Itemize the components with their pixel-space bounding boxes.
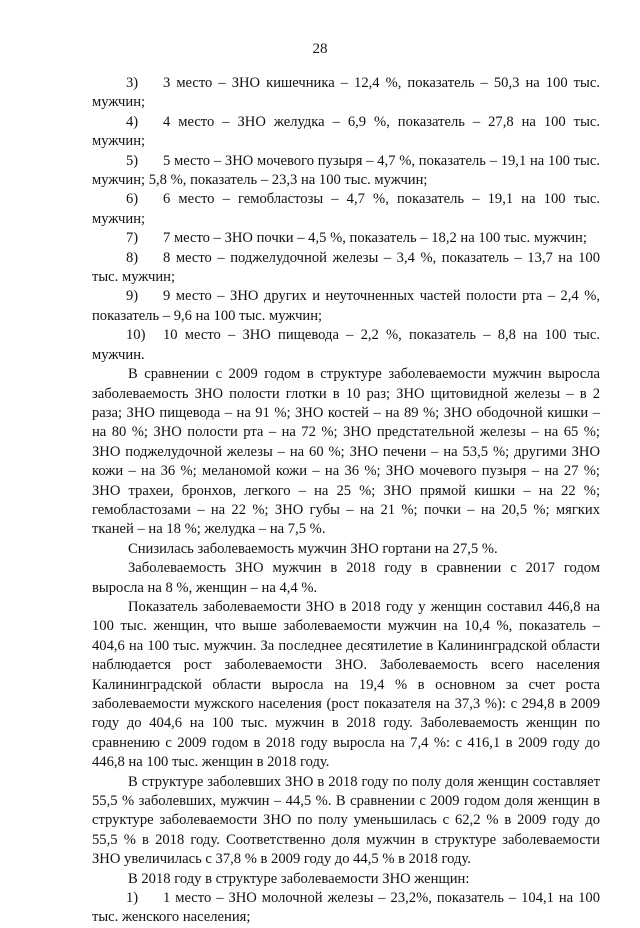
list-item-number: 4)	[126, 113, 139, 130]
paragraph: Показатель заболеваемости ЗНО в 2018 году у женщин составил 446,8 на 100 тыс. женщин, что выше заболеваемости мужчин на 10,4 %, показатель – 404,6 на 100 тыс. мужчин. За последнее десятилетие в Калининградской области наблюдается рост заболеваемости ЗНО. Заболеваемость всего населения Калининградской области выросла на 19,4 % в основном за счет роста заболеваемости мужского населения (рост показателя на 37,3 %): с 294,8 в 2009 году до 404,6 на 100 тыс. мужчин в 2018 году. Заболеваемость женщин по сравнению с 2009 годом в 2018 году выросла на 7,4 %: с 416,1 в 2009 году до 446,8 на 100 тыс. женщин в 2018 году.	[92, 598, 600, 771]
list-item-text: 1 место – ЗНО молочной железы – 23,2%, показатель – 104,1 на 100 тыс. женского населения;	[92, 890, 600, 926]
list-item	[92, 287, 600, 326]
paragraph: В структуре заболевших ЗНО в 2018 году по полу доля женщин составляет 55,5 % заболевших, мужчин – 44,5 %. В сравнении с 2009 годом доля женщин в структуре заболеваемости ЗНО по полу уменьшилась с 62,2 % в 2009 году до 55,5 % в 2018 году. Соответственно доля мужчин в структуре заболеваемости ЗНО увеличилась с 37,8 % в 2009 году до 44,5 % в 2018 году.	[92, 773, 600, 868]
list-item-text: 6 место – гемобластозы – 4,7 %, показатель – 19,1 на 100 тыс. мужчин;	[92, 191, 600, 227]
list-item	[92, 74, 600, 113]
paragraph: Заболеваемость ЗНО мужчин в 2018 году в сравнении с 2017 годом выросла на 8 %, женщин – на 4,4 %.	[92, 560, 600, 596]
list-item-number: 9)	[126, 288, 139, 305]
list-item-number: 1)	[126, 890, 139, 907]
list-item	[92, 249, 600, 288]
paragraph: В 2018 году в структуре заболеваемости ЗНО женщин:	[128, 870, 470, 887]
list-item-text: 8 место – поджелудочной железы – 3,4 %, показатель – 13,7 на 100 тыс. мужчин;	[92, 249, 600, 286]
list-item	[92, 326, 600, 365]
list-item	[92, 113, 600, 152]
paragraph: Снизилась заболеваемость мужчин ЗНО гортани на 27,5 %.	[128, 540, 498, 557]
list-item-text: 7 место – ЗНО почки – 4,5 %, показатель – 18,2 на 100 тыс. мужчин;	[163, 230, 587, 247]
list-item-text: 10 место – ЗНО пищевода – 2,2 %, показатель – 8,8 на 100 тыс. мужчин.	[92, 327, 600, 363]
list-item-number: 8)	[126, 249, 139, 266]
list-item	[92, 229, 600, 248]
list-item-number: 5)	[126, 152, 139, 169]
list-item-text: 9 место – ЗНО других и неуточненных частей полости рта – 2,4 %, показатель – 9,6 на 100 тыс. мужчин;	[92, 288, 600, 324]
list-item-number: 10)	[126, 327, 146, 344]
list-item-number: 3)	[126, 75, 139, 91]
paragraph: В сравнении с 2009 годом в структуре заболеваемости мужчин выросла заболеваемость ЗНО полости глотки в 10 раз; ЗНО щитовидной железы – в 2 раза; ЗНО пищевода – на 91 %; ЗНО костей – на 89 %; ЗНО ободочной кишки – на 80 %; ЗНО полости рта – на 72 %; ЗНО предстательной железы – на 65 %; ЗНО поджелудочной железы – на 60 %; ЗНО печени – на 53,5 %; другими ЗНО кожи – на 36 %; меланомой кожи – на 36 %; ЗНО мочевого пузыря – на 27 %; ЗНО трахеи, бронхов, легкого – на 25 %; ЗНО прямой кишки – на 22 %; гемобластозами – на 22 %; ЗНО губы – на 21 %; почки – на 20,5 %; мягких тканей – на 18 %; желудка – на 7,5 %.	[92, 366, 600, 538]
list-item	[92, 152, 600, 191]
list-item-text: 3 место – ЗНО кишечника – 12,4 %, показатель – 50,3 на 100 тыс. мужчин;	[92, 75, 600, 111]
list-item	[92, 190, 600, 229]
list-item-number: 6)	[126, 191, 139, 208]
document-body	[92, 74, 600, 928]
page-number: 28	[312, 41, 328, 57]
list-item	[92, 889, 600, 928]
list-item-text: 4 место – ЗНО желудка – 6,9 %, показатель – 27,8 на 100 тыс. мужчин;	[92, 113, 600, 150]
list-item-text: 5 место – ЗНО мочевого пузыря – 4,7 %, показатель – 19,1 на 100 тыс. мужчин; 5,8 %, показатель – 23,3 на 100 тыс. мужчин;	[92, 152, 600, 189]
list-item-number: 7)	[126, 230, 139, 247]
